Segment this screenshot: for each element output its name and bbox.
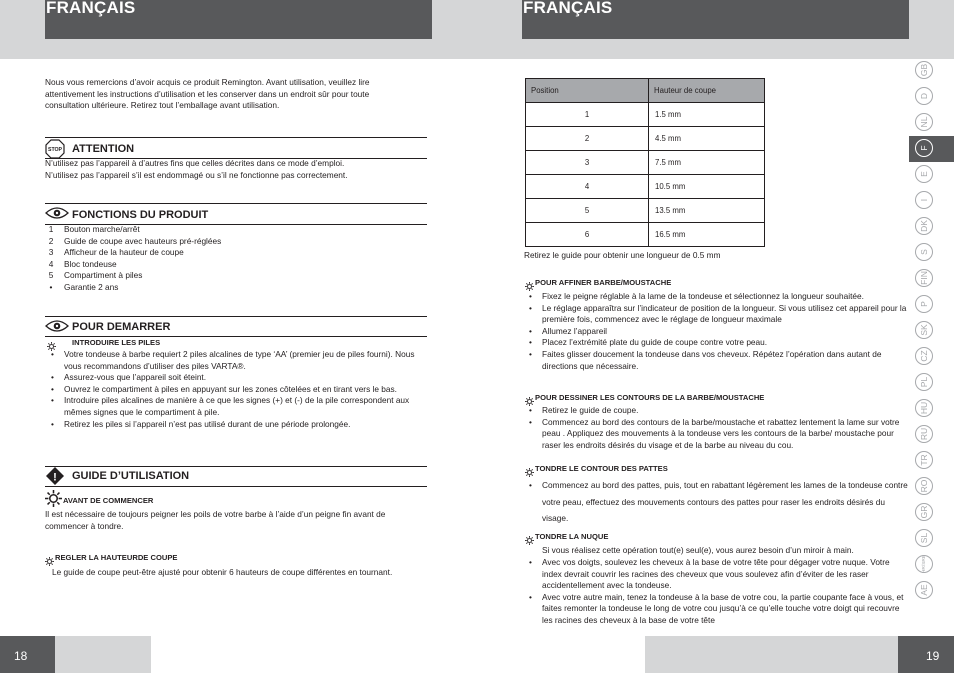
- demarrer-rule: [45, 316, 427, 317]
- list-item: • Retirez les piles si l’appareil n’est pas utilisé durant de une période prolongée.: [45, 419, 430, 431]
- table-header-row: [526, 79, 765, 103]
- language-tab[interactable]: FIN: [911, 265, 937, 291]
- guide-underline: [45, 486, 427, 487]
- list-item: • Introduire piles alcalines de manière à ce que les signes (+) et (-) de la pile correspondent aux mêmes signes que le compartiment à pile.: [45, 395, 430, 418]
- list-item: • Assurez-vous que l’appareil soit éteint.: [45, 372, 430, 384]
- table-row: 1 1.5 mm: [526, 103, 765, 127]
- language-tab[interactable]: NL: [911, 109, 937, 135]
- language-tab[interactable]: I: [911, 187, 937, 213]
- attention-line: N’utilisez pas l’appareil à d’autres fins que celles décrites dans ce mode d’emploi.: [45, 158, 345, 168]
- right-page-title: FRANÇAIS: [523, 0, 613, 17]
- list-item: • Fixez le peigne réglable à la lame de la tondeuse et sélectionnez la longueur souhaitée.: [523, 291, 908, 303]
- cutting-height-table: [525, 78, 765, 247]
- language-tab[interactable]: AE: [911, 577, 937, 603]
- demarrer-title: POUR DEMARRER: [72, 321, 171, 333]
- table-header-cell: Position: [526, 79, 649, 103]
- language-tab[interactable]: PL: [911, 369, 937, 395]
- contours-list: [523, 405, 908, 451]
- nuque-list: [523, 557, 908, 627]
- left-page-title: FRANÇAIS: [46, 0, 136, 17]
- left-footer-band: [55, 636, 151, 673]
- language-tab[interactable]: TR: [911, 447, 937, 473]
- right-page-number-box: [898, 636, 954, 673]
- piles-subtitle: INTRODUIRE LES PILES: [72, 338, 161, 347]
- language-tab[interactable]: P: [911, 291, 937, 317]
- left-page-header: [45, 0, 432, 39]
- regler-subtitle: REGLER LA HAUTEURDE COUPE: [55, 553, 178, 562]
- list-item: • Commencez au bord des pattes, puis, tout en rabattant légèrement les lames de la tondeuse contre votre peau, effectuez des mouvements contours des pattes pour raser les endroits désirés du visage.: [523, 477, 908, 527]
- attention-title: ATTENTION: [72, 143, 135, 155]
- list-item: • Commencez au bord des contours de la barbe/moustache et rabattez lentement la lame sur votre peau . Appliquez des mouvements à la tondeuse vers les contours de la barbe/ moustache pour raser les endroits désirés du visage et de la barbe au niveau du cou.: [523, 417, 908, 452]
- right-page-number: 19: [926, 649, 940, 663]
- intro-paragraph: Nous vous remercions d’avoir acquis ce produit Remington. Avant utilisation, veuillez lire attentivement les instructions d’utilisation et les conserver dans un endroit sûr pour toute consultation ultérieure. Retirez tout l’emballage avant utilisation.: [45, 77, 370, 110]
- list-item: • Garantie 2 ans: [49, 281, 119, 292]
- language-tab-active[interactable]: F: [911, 135, 937, 161]
- fonctions-title: FONCTIONS DU PRODUIT: [72, 209, 209, 221]
- language-tab[interactable]: RU: [911, 421, 937, 447]
- list-item: • Allumez l’appareil: [523, 326, 908, 338]
- demarrer-underline: [45, 336, 427, 337]
- list-item: • Avec vos doigts, soulevez les cheveux à la base de votre tête pour dégager votre nuque. Votre index devrait couvrir les racines des cheveux que vous soulevez afin d’éviter de les raser accidentellement avec la tondeuse.: [523, 557, 908, 592]
- affiner-list: [523, 291, 908, 372]
- guide-title: GUIDE D’UTILISATION: [72, 470, 190, 482]
- table-note: Retirez le guide pour obtenir une longueur de 0.5 mm: [524, 250, 721, 260]
- nuque-title: TONDRE LA NUQUE: [535, 532, 609, 541]
- language-tab[interactable]: SK: [911, 317, 937, 343]
- affiner-title: POUR AFFINER BARBE/MOUSTACHE: [535, 278, 672, 287]
- list-item: • Ouvrez le compartiment à piles en appuyant sur les zones côtelées et en tirant vers le bas.: [45, 384, 430, 396]
- warning-icon-text: !: [53, 471, 57, 484]
- demarrer-list: [45, 349, 430, 430]
- fonctions-list: [45, 224, 425, 294]
- language-tab[interactable]: GB: [911, 57, 937, 83]
- table-row: 2 4.5 mm: [526, 127, 765, 151]
- list-item: • Le réglage apparaîtra sur l’indicateur de position de la longueur. Si vous utilisez cet appareil pour la première fois, commencez avec le réglage de longueur maximale: [523, 303, 908, 326]
- language-tab[interactable]: GR: [911, 499, 937, 525]
- language-tab[interactable]: SL: [911, 525, 937, 551]
- list-item: 2 Guide de coupe avec hauteurs pré-réglées: [48, 235, 222, 246]
- language-tabs: [911, 57, 937, 603]
- warning-icon: [45, 466, 65, 491]
- list-item: 4 Bloc tondeuse: [48, 258, 117, 269]
- pattes-list: [523, 477, 908, 527]
- table-row: 3 7.5 mm: [526, 151, 765, 175]
- eye-icon: [45, 206, 69, 225]
- right-page-header: [522, 0, 909, 39]
- list-item: • Faites glisser doucement la tondeuse dans vos cheveux. Répétez l’opération dans autant de directions que nécessaire.: [523, 349, 908, 372]
- language-tab[interactable]: CZ: [911, 343, 937, 369]
- guide-rule: [45, 466, 427, 467]
- language-tab[interactable]: D: [911, 83, 937, 109]
- fonctions-rule: [45, 203, 427, 204]
- list-item: • Placez l’extrémité plate du guide de coupe contre votre peau.: [523, 337, 908, 349]
- list-item: • Avec votre autre main, tenez la tondeuse à la base de votre cou, la partie coupante face à vous, et faites remonter la tondeuse le long de votre cou jusqu’à ce qu’elle touche votre doigt qui recouvre les racines des cheveux à la base de votre tête: [523, 592, 908, 627]
- list-item: • Votre tondeuse à barbe requiert 2 piles alcalines de type ‘AA’ (premier jeu de piles fourni). Nous vous recommandons d’utiliser des piles VARTA®.: [45, 349, 430, 372]
- avant-text: Il est nécessaire de toujours peigner les poils de votre barbe à l’aide d’un peigne fin avant de commencer à tondre.: [45, 509, 386, 531]
- language-tab[interactable]: S: [911, 239, 937, 265]
- language-tab[interactable]: HU: [911, 395, 937, 421]
- list-item: 5 Compartiment à piles: [48, 270, 143, 281]
- avant-subtitle: AVANT DE COMMENCER: [63, 496, 154, 505]
- language-tab[interactable]: RO: [911, 473, 937, 499]
- language-tab[interactable]: DK: [911, 213, 937, 239]
- list-item: • Retirez le guide de coupe.: [523, 405, 908, 417]
- contours-title: POUR DESSINER LES CONTOURS DE LA BARBE/MOUSTACHE: [535, 393, 765, 402]
- attention-rule: [45, 137, 427, 138]
- table-row: 5 13.5 mm: [526, 199, 765, 223]
- list-item: 3 Afficheur de la hauteur de coupe: [48, 247, 184, 258]
- left-page-number: 18: [14, 649, 28, 663]
- language-tab[interactable]: E: [911, 161, 937, 187]
- table-row: 4 10.5 mm: [526, 175, 765, 199]
- pattes-title: TONDRE LE CONTOUR DES PATTES: [535, 464, 668, 473]
- left-page-number-box: [0, 636, 55, 673]
- attention-text: [45, 158, 425, 181]
- table-header-cell: Hauteur de coupe: [649, 79, 765, 103]
- table-row: 6 16.5 mm: [526, 223, 765, 247]
- sun-icon: [525, 532, 534, 550]
- regler-text: Le guide de coupe peut-être ajusté pour obtenir 6 hauteurs de coupe différentes en tournant.: [52, 567, 393, 577]
- stop-icon-text: STOP: [47, 147, 63, 154]
- nuque-intro: Si vous réalisez cette opération tout(e) seul(e), vous aurez besoin d’un miroir à main.: [542, 545, 854, 555]
- right-footer-band: [645, 636, 898, 673]
- attention-line: N’utilisez pas l’appareil s’il est endommagé ou s’il ne fonctionne pas correctement.: [45, 169, 348, 180]
- language-tab[interactable]: HR/SRB: [911, 551, 937, 577]
- list-item: 1 Bouton marche/arrêt: [48, 224, 140, 234]
